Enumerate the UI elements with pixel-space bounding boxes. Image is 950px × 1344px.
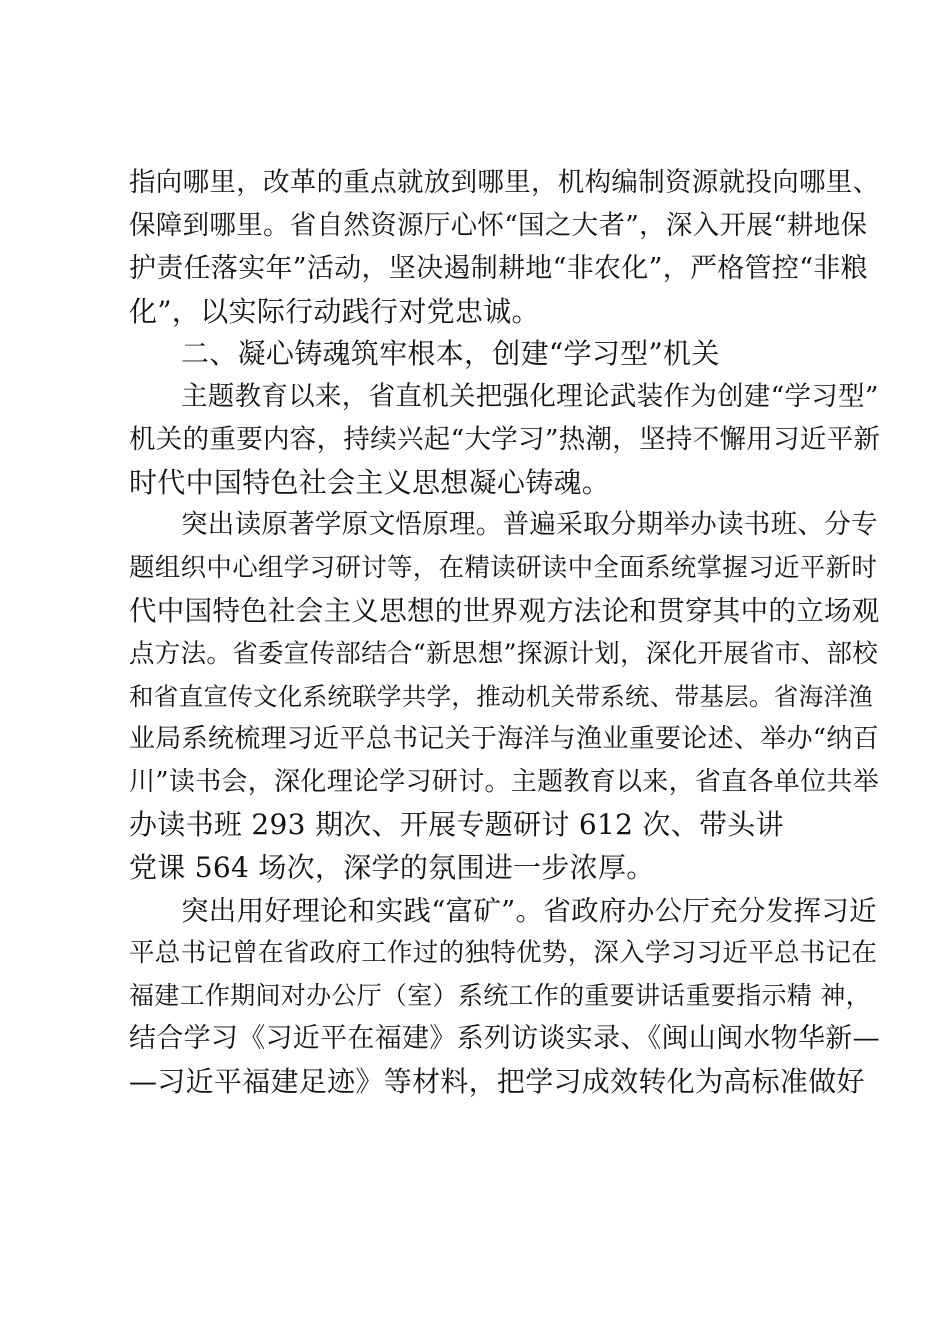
paragraph-line: 代中国特色社会主义思想的世界观方法论和贯穿其中的立场观 xyxy=(129,595,880,627)
paragraph-line: 突出读原著学原文悟原理。普遍采取分期举办读书班、分专 xyxy=(181,509,878,540)
paragraph-line: 福建工作期间对办公厅（室）系统工作的重要讲话重要指示精 神， xyxy=(129,981,871,1010)
paragraph-line: 川”读书会，深化理论学习研讨。主题教育以来，省直各单位共举 xyxy=(129,767,879,797)
paragraph-line: 党课 564 场次，深学的氛围进一步浓厚。 xyxy=(129,851,655,884)
paragraph-line: 平总书记曾在省政府工作过的独特优势，深入学习习近平总书记在 xyxy=(129,938,878,968)
paragraph-line: 结合学习《习近平在福建》系列访谈实录、《闽山闽水物华新— xyxy=(129,1023,880,1054)
paragraph-line: 业局系统梳理习近平总书记关于海洋与渔业重要论述、举办“纳百 xyxy=(129,724,879,754)
paragraph-line: 化”，以实际行动践行对党忠诚。 xyxy=(129,295,540,328)
paragraph-line: 和省直宣传文化系统联学共学，推动机关带系统、带基层。省海洋渔 xyxy=(129,682,873,711)
paragraph-line: 点方法。省委宣传部结合“新思想”探源计划，深化开展省市、部校 xyxy=(129,639,879,669)
paragraph-line: 时代中国特色社会主义思想凝心铸魂。 xyxy=(129,466,611,499)
paragraph-line: 突出用好理论和实践“富矿”。省政府办公厅充分发挥习近 xyxy=(181,895,877,927)
paragraph-line: 指向哪里，改革的重点就放到哪里，机构编制资源就投向哪里、 xyxy=(129,167,880,198)
paragraph-line: 保障到哪里。省自然资源厅心怀“国之大者”，深入开展“耕地保 xyxy=(129,210,868,241)
paragraph-line: 题组织中心组学习研讨等，在精读研读中全面系统掌握习近平新时 xyxy=(129,553,878,583)
paragraph-line: 机关的重要内容，持续兴起“大学习”热潮，坚持不懈用习近平新 xyxy=(129,424,881,455)
paragraph-line: 护责任落实年”活动，坚决遏制耕地“非农化”，严格管控“非粮 xyxy=(129,253,868,284)
paragraph-line: 主题教育以来，省直机关把强化理论武装作为创建“学习型” xyxy=(181,381,879,412)
paragraph-line: —习近平福建足迹》等材料，把学习成效转化为高标准做好 xyxy=(129,1065,865,1098)
paragraph-line: 办读书班 293 期次、开展专题研讨 612 次、带头讲 xyxy=(129,808,784,841)
section-heading: 二、凝心铸魂筑牢根本，创建“学习型”机关 xyxy=(181,337,720,370)
